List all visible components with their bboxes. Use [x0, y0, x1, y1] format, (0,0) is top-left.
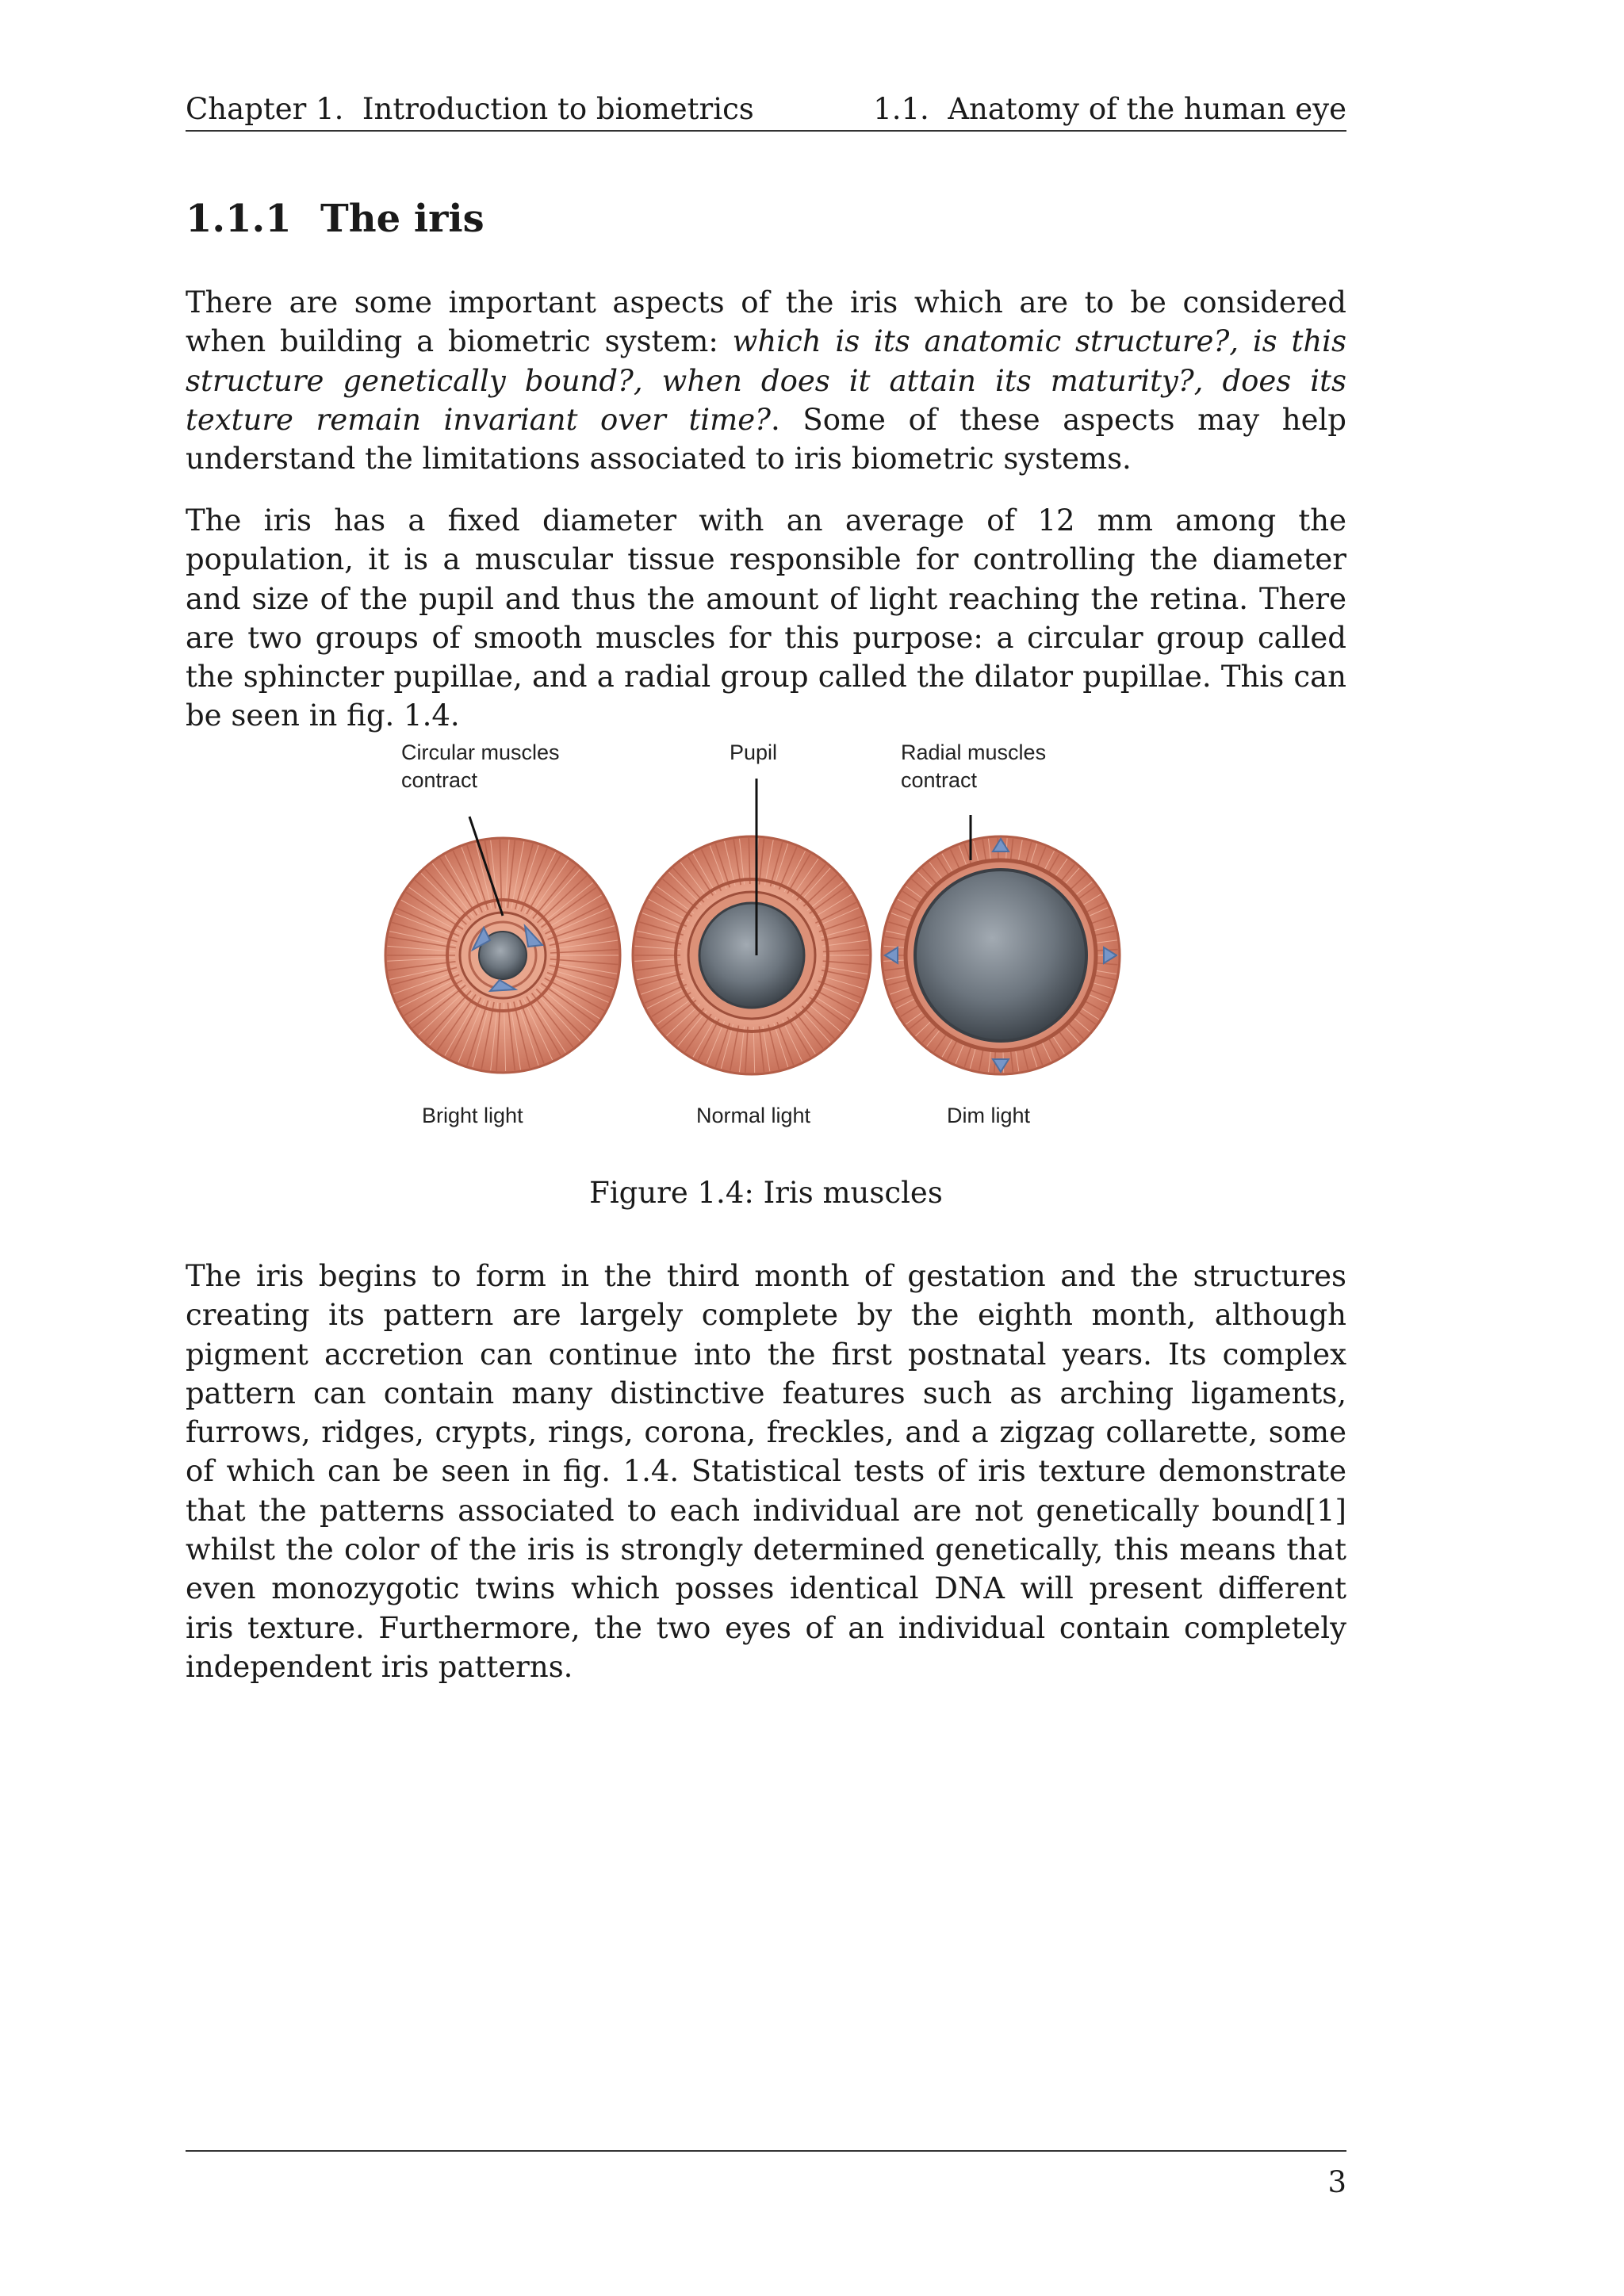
label-bright-light: Bright light — [422, 1104, 523, 1127]
paragraph-1-lead: There are some important aspects of the iris which are to be considered when building a biometric system: — [186, 285, 1346, 359]
label-normal-light: Normal light — [696, 1104, 811, 1127]
paragraph-1-tail: . Some of these aspects may help understand the limitations associated to iris biometric systems. — [186, 402, 1346, 476]
iris-bright-light — [385, 838, 620, 1073]
header-section: 1.1. Anatomy of the human eye — [873, 92, 1346, 126]
label-dim-light: Dim light — [947, 1104, 1031, 1127]
section-title: The iris — [320, 197, 485, 241]
section-number: 1.1.1 — [186, 197, 292, 241]
iris-diagram — [384, 737, 1177, 1142]
iris-normal-light — [633, 836, 871, 1074]
footer-rule — [186, 2150, 1346, 2152]
paragraph-3: The iris begins to form in the third month of gestation and the structures creating its pattern are largely complete by the eighth month, although pigment accretion can continue into the first postnatal years. Its complex pattern can contain many distinctive features such as arching ligaments, furrows, ridges, crypts, rings, corona, freckles, and a zigzag collarette, some of which can be seen in fig. 1.4. Statistical tests of iris texture demonstrate that the patterns associated to each individual are not genetically bound[1] whilst the color of the iris is strongly determined genetically, this means that even monozygotic twins which posses identical DNA will present different iris texture. Furthermore, the two eyes of an individual contain completely independent iris patterns. — [186, 1259, 1346, 1684]
label-circular-muscles: Circular muscles contract — [401, 740, 560, 792]
paragraph-1-questions: which is its anatomic structure?, is this structure genetically bound?, when does it attain its maturity?, does its texture remain invariant over time? — [186, 324, 1347, 437]
paragraph-1 — [186, 283, 1346, 478]
iris-muscles-figure — [384, 737, 1177, 1142]
label-radial-muscles: Radial muscles contract — [901, 740, 1047, 792]
section-heading — [186, 193, 485, 244]
label-pupil: Pupil — [730, 740, 778, 764]
running-header — [186, 89, 1346, 132]
header-chapter: Chapter 1. Introduction to biometrics — [186, 92, 754, 126]
page-number: 3 — [1327, 2165, 1346, 2199]
figure-caption: Figure 1.4: Iris muscles — [589, 1176, 943, 1210]
paragraph-2: The iris has a fixed diameter with an average of 12 mm among the population, it is a muscular tissue responsible for controlling the diameter and size of the pupil and thus the amount of light reaching the retina. There are two groups of smooth muscles for this purpose: a circular group called the sphincter pupillae, and a radial group called the dilator pupillae. This can be seen in fig. 1.4. — [186, 503, 1346, 733]
iris-dim-light — [882, 836, 1120, 1074]
